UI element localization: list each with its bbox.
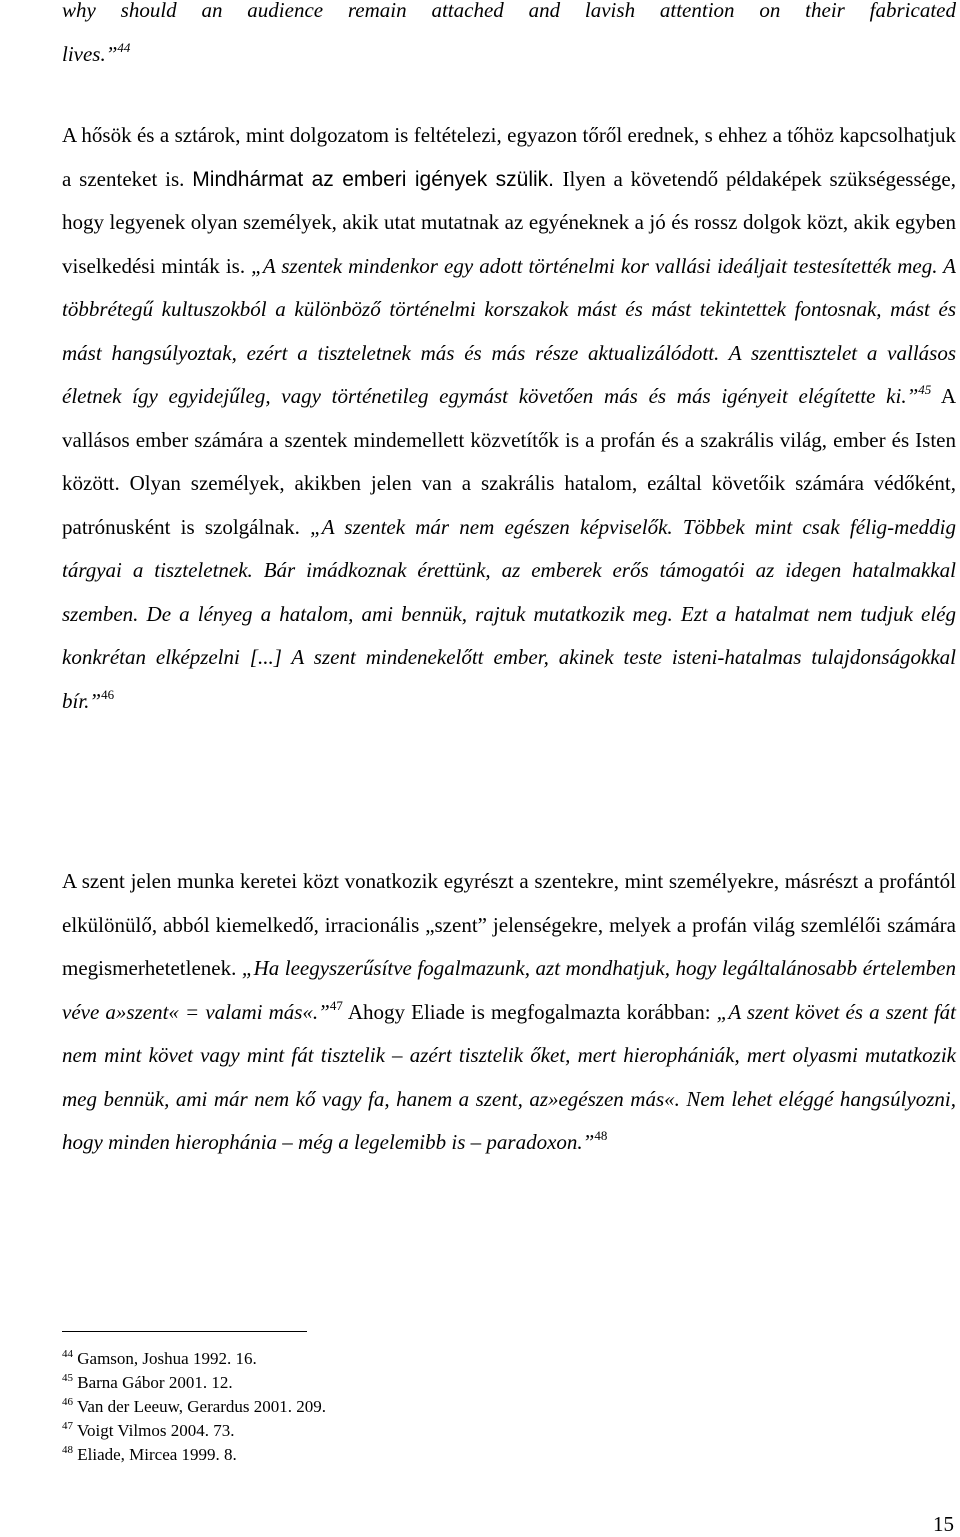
- footnote-number: 48: [62, 1444, 73, 1456]
- body-text: A szent jelen munka keretei közt vonatkozik egyrészt a szentekre, mint személyekre, másrészt a profántól elkülönülő, abból kiemelkedő, irracionális „szent” jelenségekre, melyek a profán világ szemlélői számára megismerhetetlenek.: [62, 869, 956, 980]
- page-number: 15: [933, 1512, 954, 1536]
- footnote-ref[interactable]: 48: [594, 1128, 608, 1143]
- footnote-number: 46: [62, 1396, 73, 1408]
- quotation: „A szentek mindenkor egy adott történelmi kor vallási ideáljait testesítették meg. A többrétegű kultuszokból a különböző történelmi korszakok mást és mást tekintettek fontosnak, mást és mást hangsúlyoztak, ezért a tiszteletnek más és más része aktualizálódott. A szenttisztelet a vallásos életnek így egyidejűleg, vagy történetileg egymást követően más és más igényeit elégítette ki.”: [62, 253, 956, 408]
- footnote-number: 44: [62, 1348, 73, 1360]
- footnote-text: Gamson, Joshua 1992. 16.: [77, 1349, 257, 1368]
- body-text: A vallásos ember számára a szentek mindemellett közvetítők is a profán és a szakrális világ, ember és Isten között. Olyan személyek, akikben jelen van a szakrális hatalom, ezáltal követőik számára védőként, patrónusként is szolgálnak.: [62, 384, 957, 539]
- body-text: A hősök és a sztárok, mint dolgozatom is feltételezi, egyazon tőről erednek, s ehhez a tőhöz kapcsolhatjuk a szenteket is.: [62, 123, 956, 191]
- quotation: „A szentek már nem egészen képviselők. Többek mint csak félig-meddig tárgyai a tiszteletnek. Bár imádkoznak érettünk, az emberek erős támogatói az idegen hatalmakkal szemben. De a lényeg a hatalom, ami bennük, rajtuk mutatkozik meg. Ezt a hatalmat nem tudjuk elég konkrétan elképzelni [...] A szent mindenekelőtt ember, akinek teste isteni-hatalmas tulajdonságokkal bír.”: [62, 514, 956, 713]
- footnote-ref[interactable]: 46: [101, 686, 115, 702]
- footnote: [62, 1371, 326, 1395]
- footnote: [62, 1443, 326, 1467]
- paragraph-sacred: [62, 860, 956, 1165]
- footnote-number: 45: [62, 1372, 73, 1384]
- quotation: „A szent követ és a szent fát nem mint követ vagy mint fát tisztelik – azért tisztelik őket, mert hierophániák, mert olyasmi mutatkozik meg bennük, ami már nem kő vagy fa, hanem a szent, az»egészen más«. Nem lehet eléggé hangsúlyozni, hogy minden hierophánia – még a legelemibb is – paradoxon.”: [62, 999, 956, 1154]
- footnote-ref[interactable]: 45: [918, 382, 932, 397]
- footnote: [62, 1395, 326, 1419]
- footnote-text: Barna Gábor 2001. 12.: [77, 1373, 233, 1392]
- body-text-sans: Mindhármat az emberi igények szülik.: [192, 167, 563, 191]
- footnotes: [62, 1347, 326, 1467]
- footnote-text: Voigt Vilmos 2004. 73.: [76, 1421, 235, 1440]
- footnote: [62, 1347, 326, 1371]
- footnote-text: Van der Leeuw, Gerardus 2001. 209.: [76, 1397, 327, 1416]
- footnote: [62, 1419, 326, 1443]
- footnote-ref[interactable]: 44: [117, 39, 131, 55]
- footnote-separator: [62, 1331, 307, 1332]
- footnote-text: Eliade, Mircea 1999. 8.: [77, 1445, 237, 1464]
- footnote-ref[interactable]: 47: [329, 997, 343, 1013]
- paragraph-heroes-saints: [62, 114, 956, 723]
- footnote-number: 47: [62, 1420, 73, 1432]
- body-text: Ilyen a követendő példaképek szükségessége, hogy legyenek olyan személyek, akik utat mutatnak az egyéneknek a jó és rossz dolgok közt, akik egyben viselkedési minták is.: [62, 166, 957, 278]
- paragraph-quote-end: [62, 0, 956, 76]
- body-text: Ahogy Eliade is megfogalmazta korábban:: [342, 999, 717, 1024]
- quotation: „Ha leegyszerűsítve fogalmazunk, azt mondhatjuk, hogy legáltalánosabb értelemben véve a»szent« = valami más«.”: [62, 956, 956, 1024]
- quote-line: lives.”: [62, 41, 118, 66]
- quote-line: why should an audience remain attached and lavish attention on their fabricated: [62, 0, 956, 22]
